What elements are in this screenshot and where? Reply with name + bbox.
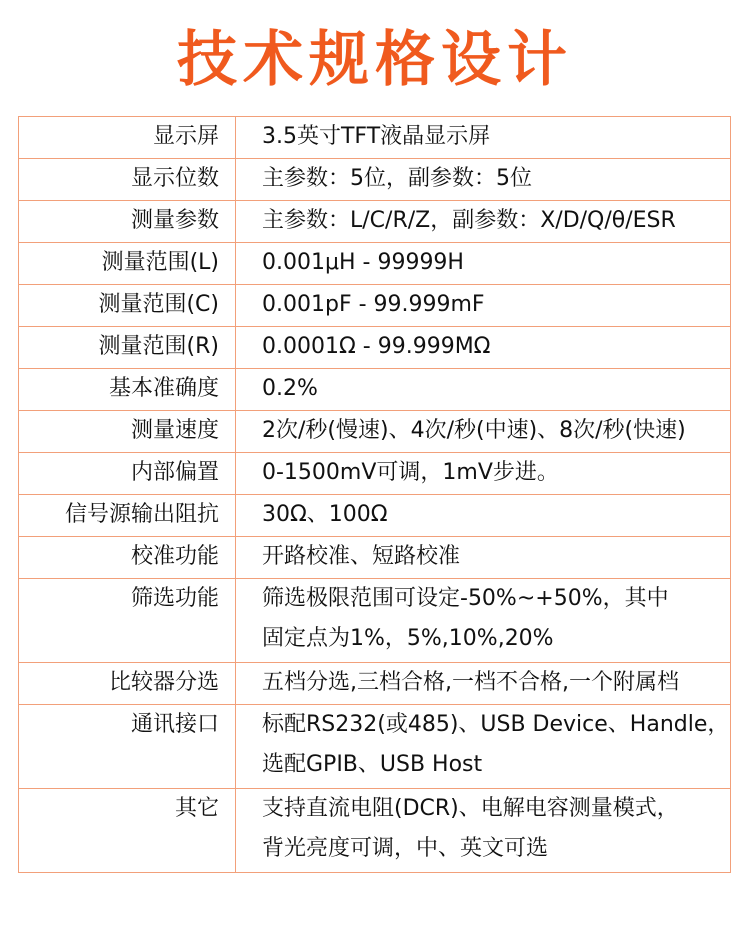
table-row — [19, 159, 731, 201]
table-row — [19, 117, 731, 159]
page-title: 技术规格设计 — [177, 25, 573, 95]
spec-label: 信号源输出阻抗 — [19, 495, 236, 537]
spec-label: 测量范围(R) — [19, 327, 236, 369]
table-row — [19, 453, 731, 495]
table-row — [19, 369, 731, 411]
spec-label: 校准功能 — [19, 537, 236, 579]
spec-value-line: 选配GPIB、USB Host — [262, 752, 483, 777]
spec-value — [236, 579, 731, 663]
table-row — [19, 537, 731, 579]
spec-value-line: 固定点为1%，5%,10%,20% — [262, 626, 554, 651]
table-row — [19, 327, 731, 369]
table-row — [19, 495, 731, 537]
spec-value: 3.5英寸TFT液晶显示屏 — [236, 117, 731, 159]
spec-value-line: 背光亮度可调，中、英文可选 — [262, 836, 549, 861]
spec-label: 测量参数 — [19, 201, 236, 243]
spec-label: 显示屏 — [19, 117, 236, 159]
spec-value — [236, 705, 731, 789]
spec-label: 比较器分选 — [19, 663, 236, 705]
table-row — [19, 201, 731, 243]
spec-value: 开路校准、短路校准 — [236, 537, 731, 579]
spec-label: 内部偏置 — [19, 453, 236, 495]
spec-table — [18, 116, 731, 873]
spec-value: 五档分选,三档合格,一档不合格,一个附属档 — [236, 663, 731, 705]
table-row — [19, 789, 731, 873]
spec-label: 基本准确度 — [19, 369, 236, 411]
spec-value: 主参数：L/C/R/Z，副参数：X/D/Q/θ/ESR — [236, 201, 731, 243]
spec-value: 主参数：5位，副参数：5位 — [236, 159, 731, 201]
spec-label: 测量范围(L) — [19, 243, 236, 285]
spec-value-line: 标配RS232(或485)、USB Device、Handle， — [262, 712, 730, 737]
spec-label: 其它 — [19, 789, 236, 873]
spec-value: 2次/秒(慢速)、4次/秒(中速)、8次/秒(快速) — [236, 411, 731, 453]
table-row — [19, 579, 731, 663]
spec-label: 测量范围(C) — [19, 285, 236, 327]
spec-label: 筛选功能 — [19, 579, 236, 663]
spec-value: 30Ω、100Ω — [236, 495, 731, 537]
spec-label: 测量速度 — [19, 411, 236, 453]
spec-value: 0.001μH - 99999H — [236, 243, 731, 285]
table-row — [19, 411, 731, 453]
table-row — [19, 705, 731, 789]
table-row — [19, 663, 731, 705]
spec-value: 0.0001Ω - 99.999MΩ — [236, 327, 731, 369]
spec-value — [236, 789, 731, 873]
spec-value: 0.001pF - 99.999mF — [236, 285, 731, 327]
spec-value: 0.2% — [236, 369, 731, 411]
spec-value: 0-1500mV可调，1mV步进。 — [236, 453, 731, 495]
spec-label: 通讯接口 — [19, 705, 236, 789]
spec-value-line: 筛选极限范围可设定-50%~+50%，其中 — [262, 586, 669, 611]
table-row — [19, 285, 731, 327]
spec-value-line: 支持直流电阻(DCR)、电解电容测量模式， — [262, 796, 679, 821]
spec-label: 显示位数 — [19, 159, 236, 201]
table-row — [19, 243, 731, 285]
